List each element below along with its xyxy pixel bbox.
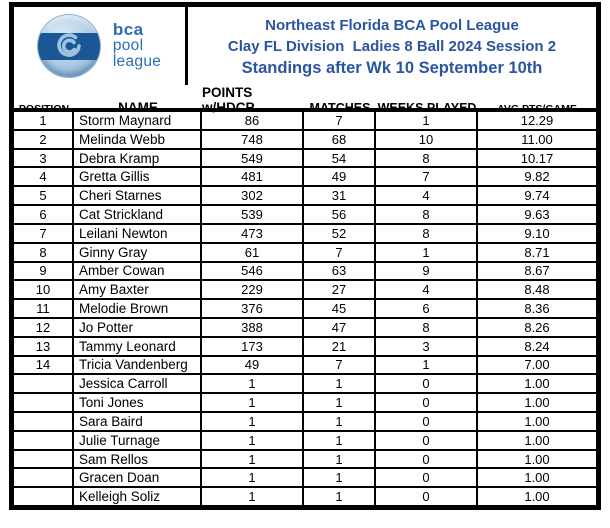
cell-weeks-played: 0 [376,488,478,505]
cell-points: 61 [202,244,304,261]
cell-avg-pts-game: 8.67 [524,263,550,279]
table-row [14,206,596,225]
cell-position: 3 [14,150,74,167]
table-row [14,375,596,394]
cell-points: 539 [202,206,304,223]
cell-matches: 1 [304,451,376,468]
table-row [14,300,596,319]
cell-points: 1 [202,432,304,449]
cell-weeks-played: 10 [376,131,478,148]
cell-position [14,469,74,486]
cell-position [14,394,74,411]
table-row [14,338,596,357]
cell-avg-pts-game: 11.00 [521,131,553,147]
cell-matches: 45 [304,300,376,317]
table-row [14,168,596,187]
cell-weeks-played: 3 [376,338,478,355]
cell-matches: 7 [304,357,376,374]
cell-points: 49 [202,357,304,374]
column-header-matches: MATCHES [309,101,371,115]
cell-matches: 52 [304,225,376,242]
column-header-points: POINTS w/HDCP [202,85,255,115]
cell-points: 546 [202,263,304,280]
cell-weeks-played: 0 [376,469,478,486]
cell-points: 173 [202,338,304,355]
cell-avg-pts-game: 1.00 [524,489,550,505]
cell-matches: 7 [304,112,376,129]
cell-points: 1 [202,451,304,468]
cell-position: 13 [14,338,74,355]
cell-weeks-played: 4 [376,281,478,298]
table-row [14,488,596,505]
cell-avg-pts-game: 1.00 [524,432,550,448]
cell-avg-pts-game: 7.00 [524,357,550,373]
cell-name: Ginny Gray [74,244,202,261]
cell-position: 9 [14,263,74,280]
cell-matches: 1 [304,432,376,449]
cell-avg-pts-game: 9.63 [524,206,550,222]
cell-position: 7 [14,225,74,242]
cell-points: 302 [202,187,304,204]
table-row [14,413,596,432]
title-line-3: Standings after Wk 10 September 10th [241,58,543,77]
cell-position: 14 [14,357,74,374]
cell-matches: 1 [304,394,376,411]
cell-position [14,432,74,449]
cell-name: Melodie Brown [74,300,202,317]
table-row [14,394,596,413]
cell-name: Toni Jones [74,394,202,411]
cell-points: 1 [202,469,304,486]
cell-avg-pts-game: 8.36 [524,301,550,317]
cell-avg-pts-game: 1.00 [524,395,550,411]
cell-name: Kelleigh Soliz [74,488,202,505]
column-header-row [14,85,596,115]
cell-avg-pts-game: 9.82 [524,169,550,185]
logo-wordmark [113,22,161,70]
cell-position: 6 [14,206,74,223]
cell-name: Cat Strickland [74,206,202,223]
table-row [14,451,596,470]
cell-position: 10 [14,281,74,298]
cell-position: 12 [14,319,74,336]
cell-weeks-played: 0 [376,451,478,468]
cell-points: 549 [202,150,304,167]
table-row [14,469,596,488]
table-row [14,187,596,206]
cell-name: Melinda Webb [74,131,202,148]
table-row [14,357,596,376]
cell-matches: 63 [304,263,376,280]
logo-line-pool: pool [112,37,144,54]
cell-name: Amber Cowan [74,263,202,280]
cell-name: Sam Rellos [74,451,202,468]
cell-name: Storm Maynard [74,112,202,129]
cell-position [14,375,74,392]
standings-table-body [14,112,596,505]
cell-position: 1 [14,112,74,129]
table-row [14,131,596,150]
cell-weeks-played: 1 [376,357,478,374]
cell-points: 376 [202,300,304,317]
cell-position [14,413,74,430]
cell-weeks-played: 4 [376,187,478,204]
cell-avg-pts-game: 9.10 [524,225,550,241]
cell-matches: 1 [304,375,376,392]
cell-avg-pts-game: 1.00 [524,470,550,486]
cell-name: Julie Turnage [74,432,202,449]
cell-weeks-played: 8 [376,319,478,336]
table-row [14,263,596,282]
cell-avg-pts-game: 1.00 [524,376,550,392]
logo-line-bca: bca [112,20,144,39]
cell-position: 2 [14,131,74,148]
cell-weeks-played: 7 [376,168,478,185]
cell-weeks-played: 1 [376,244,478,261]
bca-swirl-ball-icon [38,15,100,77]
cell-position [14,451,74,468]
cell-avg-pts-game: 9.74 [524,188,550,204]
table-row [14,150,596,169]
cell-points: 86 [202,112,304,129]
cell-matches: 31 [304,187,376,204]
table-row [14,225,596,244]
title-line-2: Clay FL Division Ladies 8 Ball 2024 Session 2 [227,37,557,55]
cell-matches: 1 [304,413,376,430]
cell-weeks-played: 0 [376,375,478,392]
column-header-avg-pts-game: AVG PTS/GAME [497,103,577,115]
cell-points: 1 [202,488,304,505]
cell-matches: 47 [304,319,376,336]
swirl-icon [53,30,85,62]
table-row [14,281,596,300]
title-line-1: Northeast Florida BCA Pool League [265,16,519,34]
cell-name: Gracen Doan [74,469,202,486]
cell-points: 388 [202,319,304,336]
cell-matches: 54 [304,150,376,167]
standings-sheet [9,2,601,510]
cell-matches: 68 [304,131,376,148]
cell-weeks-played: 0 [376,432,478,449]
cell-position: 4 [14,168,74,185]
cell-avg-pts-game: 10.17 [520,150,554,166]
cell-position: 11 [14,300,74,317]
column-header-name: NAME [118,100,158,115]
cell-matches: 7 [304,244,376,261]
cell-name: Amy Baxter [74,281,202,298]
cell-points: 481 [202,168,304,185]
cell-name: Sara Baird [74,413,202,430]
table-row [14,112,596,131]
cell-avg-pts-game: 8.24 [524,338,550,354]
cell-name: Leilani Newton [74,225,202,242]
cell-weeks-played: 6 [376,300,478,317]
cell-points: 1 [202,375,304,392]
cell-name: Tammy Leonard [74,338,202,355]
cell-weeks-played: 1 [376,112,478,129]
cell-weeks-played: 9 [376,263,478,280]
cell-position: 5 [14,187,74,204]
cell-weeks-played: 0 [376,394,478,411]
cell-points: 473 [202,225,304,242]
cell-weeks-played: 0 [376,413,478,430]
cell-matches: 56 [304,206,376,223]
cell-matches: 49 [304,168,376,185]
column-header-weeks-played: WEEKS PLAYED [377,101,477,115]
column-header-position: POSITION [18,103,70,115]
league-logo [14,7,188,85]
cell-name: Jessica Carroll [74,375,202,392]
cell-weeks-played: 8 [376,206,478,223]
cell-points: 1 [202,394,304,411]
cell-points: 1 [202,413,304,430]
table-row [14,432,596,451]
cell-points: 748 [202,131,304,148]
logo-line-league: league [112,53,162,70]
cell-avg-pts-game: 8.71 [524,244,550,260]
cell-name: Tricia Vandenberg [74,357,202,374]
cell-matches: 1 [304,469,376,486]
cell-position [14,488,74,505]
cell-avg-pts-game: 8.26 [524,319,550,335]
cell-weeks-played: 8 [376,225,478,242]
cell-avg-pts-game: 1.00 [524,451,550,467]
cell-matches: 27 [304,281,376,298]
cell-matches: 1 [304,488,376,505]
cell-name: Debra Kramp [74,150,202,167]
cell-name: Cheri Starnes [74,187,202,204]
table-row [14,319,596,338]
cell-points: 229 [202,281,304,298]
cell-avg-pts-game: 8.48 [524,282,550,298]
cell-avg-pts-game: 12.29 [520,112,554,128]
cell-matches: 21 [304,338,376,355]
cell-weeks-played: 8 [376,150,478,167]
cell-name: Jo Potter [74,319,202,336]
cell-avg-pts-game: 1.00 [524,413,550,429]
title-block [188,7,596,85]
header [14,7,596,85]
table-row [14,244,596,263]
cell-position: 8 [14,244,74,261]
cell-name: Gretta Gillis [74,168,202,185]
